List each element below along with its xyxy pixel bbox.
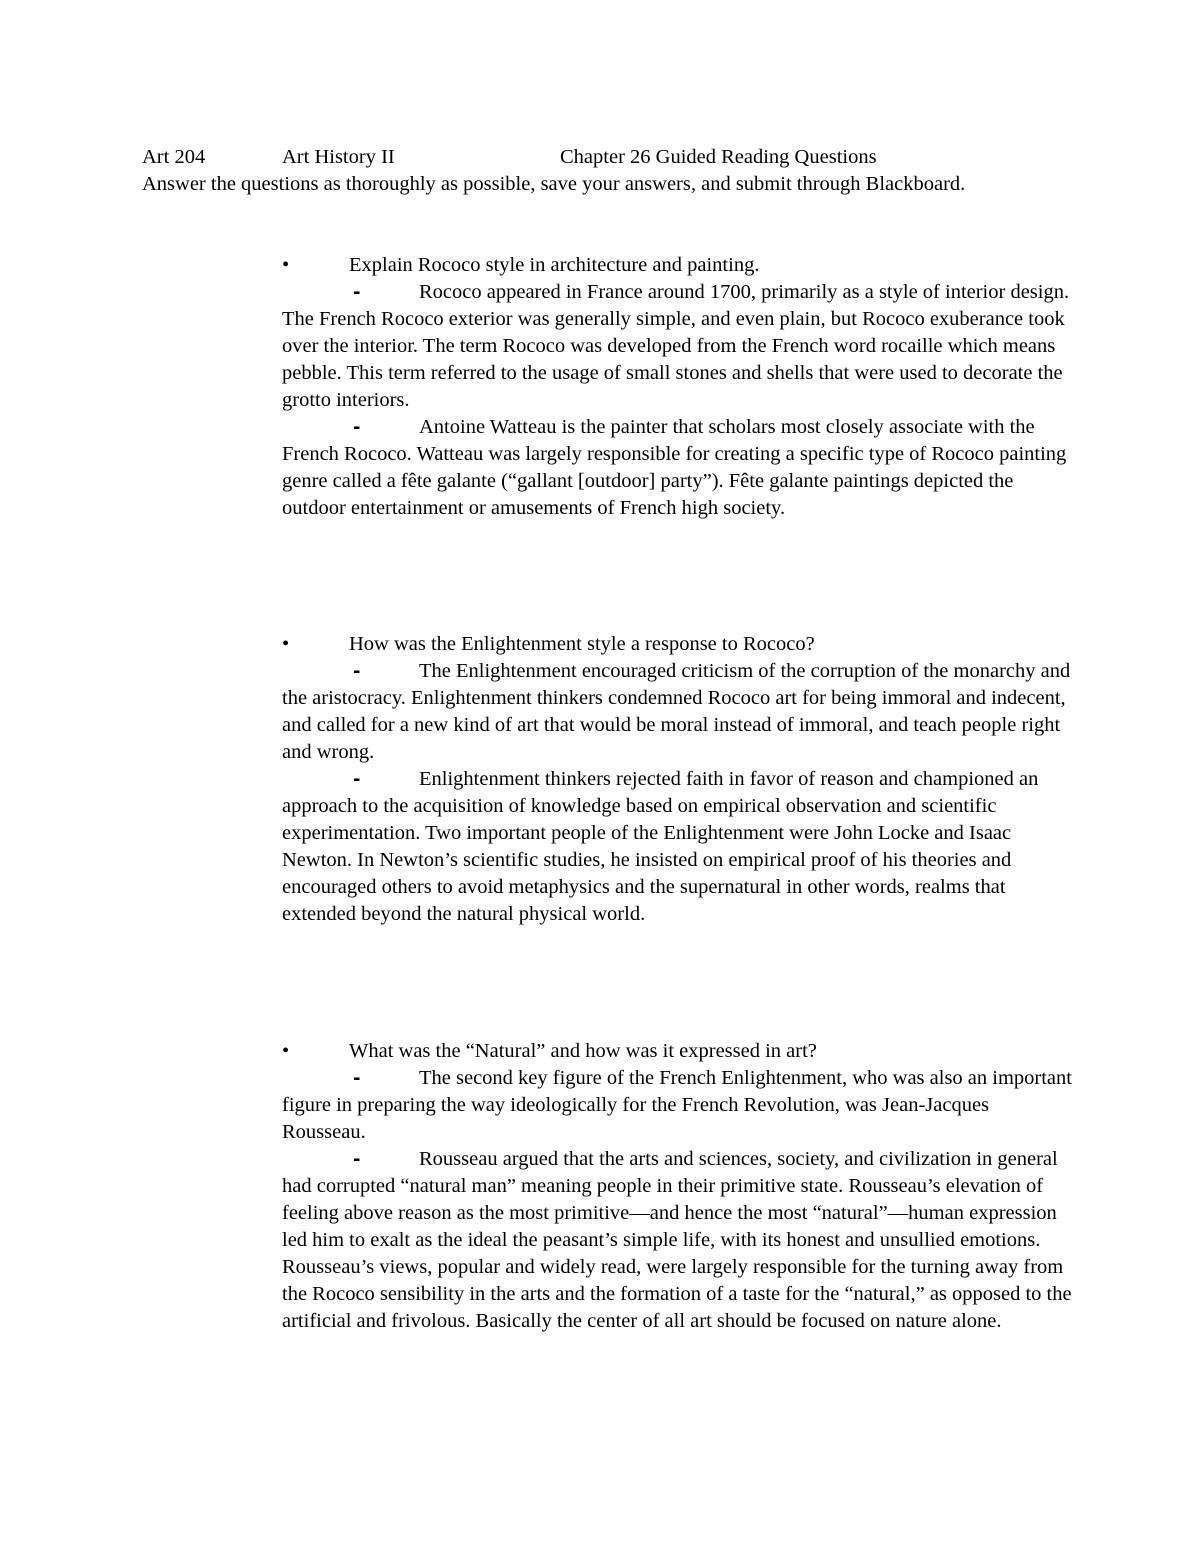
dash-icon: - [353,769,361,790]
answer-text: Enlightenment thinkers rejected faith in favor of reason and championed an approach to the acquisition of knowledge based on empirical observation and scientific experimentation. Two important people of the Enlightenment were John Locke and Isaac Newton. In Newton’s scientific studies, he insisted on empirical proof of his theories and encouraged others to avoid metaphysics and the supernatural in other words, realms that extended beyond the natural physical world. [282,768,1039,925]
question-block [282,252,1072,522]
dash-icon: - [353,1068,361,1089]
dash-icon: - [353,282,361,303]
instructions-text: Answer the questions as thoroughly as possible, save your answers, and submit through Blackboard. [142,173,966,195]
question-text: What was the “Natural” and how was it expressed in art? [349,1040,817,1062]
bullet-icon: • [282,633,290,655]
answer-text: The Enlightenment encouraged criticism of the corruption of the monarchy and the aristocracy. Enlightenment thinkers condemned Rococo art for being immoral and indecent, and called for a new kind of art that would be moral instead of immoral, and teach people right and wrong. [282,660,1071,763]
answer-text: The second key figure of the French Enlightenment, who was also an important figure in preparing the way ideologically for the French Revolution, was Jean-Jacques Rousseau. [282,1067,1072,1143]
document-header [142,144,1102,171]
dash-icon: - [353,1149,361,1170]
answer-paragraph [282,766,1072,928]
question-line [282,631,1072,658]
question-line [282,252,1072,279]
answer-paragraph [282,414,1072,522]
bullet-icon: • [282,254,290,276]
dash-icon: - [353,661,361,682]
question-text: Explain Rococo style in architecture and painting. [349,254,760,276]
answer-text: Antoine Watteau is the painter that scholars most closely associate with the French Rococo. Watteau was largely responsible for creating a specific type of Rococo painting genre called a fête galante (“gallant [outdoor] party”). Fête galante paintings depicted the outdoor entertainment or amusements of French high society. [282,416,1067,519]
course-title: Art History II [282,146,395,168]
question-block [282,631,1072,928]
course-code: Art 204 [142,146,206,168]
answer-paragraph [282,658,1072,766]
answer-paragraph [282,279,1072,414]
question-line [282,1038,1072,1065]
question-block [282,1038,1072,1335]
dash-icon: - [353,417,361,438]
bullet-icon: • [282,1040,290,1062]
answer-paragraph [282,1146,1072,1335]
answer-text: Rousseau argued that the arts and sciences, society, and civilization in general had corrupted “natural man” meaning people in their primitive state. Rousseau’s elevation of feeling above reason as the most primitive—and hence the most “natural”—human expression led him to exalt as the ideal the peasant’s simple life, with its honest and unsullied emotions. Rousseau’s views, popular and widely read, were largely responsible for the turning away from the Rococo sensibility in the arts and the formation of a taste for the “natural,” as opposed to the artificial and frivolous. Basically the center of all art should be focused on nature alone. [282,1148,1072,1332]
answer-paragraph [282,1065,1072,1146]
question-text: How was the Enlightenment style a response to Rococo? [349,633,815,655]
answer-text: Rococo appeared in France around 1700, primarily as a style of interior design. The French Rococo exterior was generally simple, and even plain, but Rococo exuberance took over the interior. The term Rococo was developed from the French word rocaille which means pebble. This term referred to the usage of small stones and shells that were used to decorate the grotto interiors. [282,281,1070,411]
assignment-title: Chapter 26 Guided Reading Questions [560,146,877,168]
